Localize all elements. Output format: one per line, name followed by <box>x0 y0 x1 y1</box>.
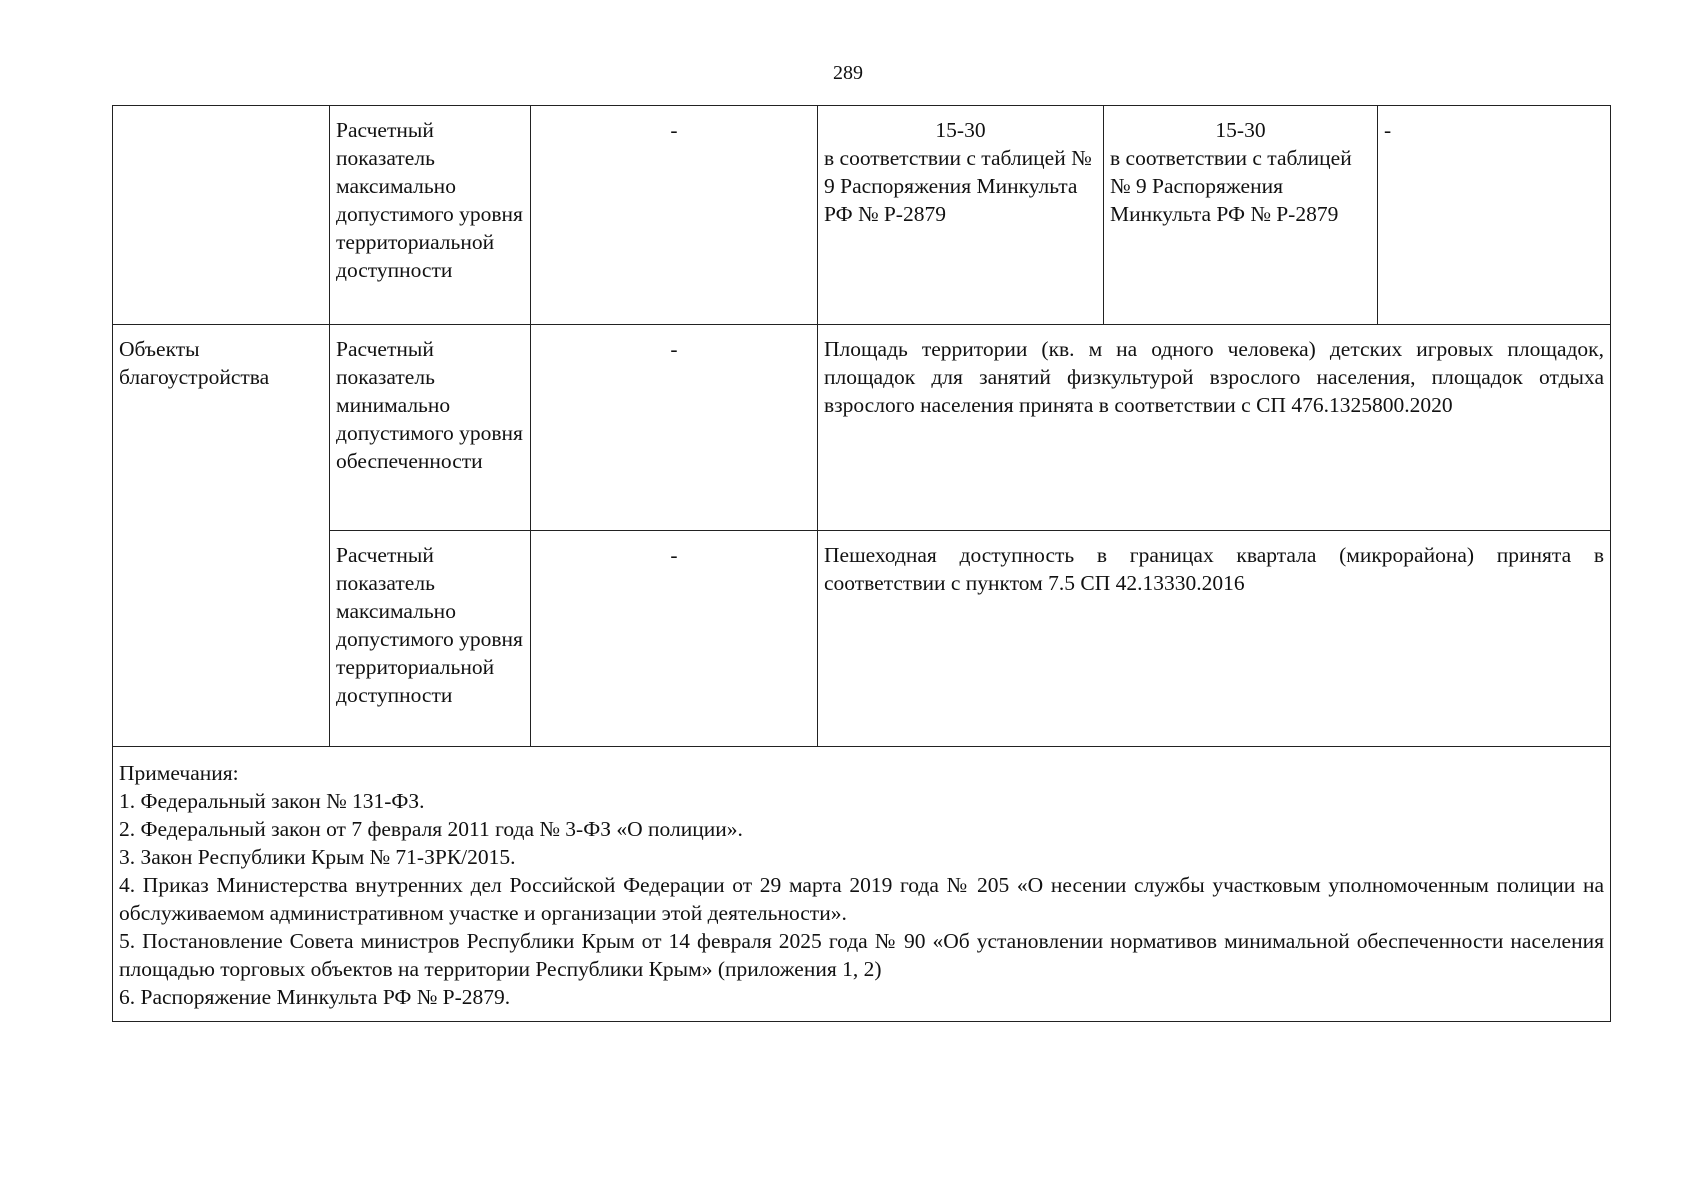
notes-row <box>113 747 1611 1022</box>
note-item: 2. Федеральный закон от 7 февраля 2011 года № 3-ФЗ «О полиции». <box>119 817 743 841</box>
object-cell <box>113 106 330 325</box>
indicator-cell: Расчетный показатель минимально допустимого уровня обеспеченности <box>330 325 531 531</box>
note-item: 6. Распоряжение Минкульта РФ № Р-2879. <box>119 985 511 1009</box>
value-number: 15-30 <box>1215 118 1266 142</box>
dash-cell: - <box>531 531 818 747</box>
object-cell: Объекты благоустройства <box>113 325 330 747</box>
value-cell: Площадь территории (кв. м на одного человека) детских игровых площадок, площадок для занятий физкультурой взрослого населения, площадок отдыха взрослого населения принята в соответствии с СП 476.1325800.2020 <box>818 325 1611 531</box>
indicator-cell: Расчетный показатель максимально допустимого уровня территориальной доступности <box>330 106 531 325</box>
note-item: 4. Приказ Министерства внутренних дел Российской Федерации от 29 марта 2019 года № 205 «О несении службы участковым уполномоченным полиции на обслуживаемом административном участке и организации этой деятельности». <box>119 873 1604 925</box>
value-cell <box>1104 106 1378 325</box>
value-number: 15-30 <box>935 118 986 142</box>
note-item: 3. Закон Республики Крым № 71-ЗРК/2015. <box>119 845 516 869</box>
standards-table <box>112 105 1611 1022</box>
table-row <box>113 325 1611 531</box>
page-number: 289 <box>833 62 863 84</box>
note-item: 1. Федеральный закон № 131-ФЗ. <box>119 789 425 813</box>
table-row <box>113 531 1611 747</box>
value-text: в соответствии с таблицей № 9 Распоряжения Минкульта РФ № Р-2879 <box>824 146 1092 226</box>
table-row <box>113 106 1611 325</box>
notes-cell <box>113 747 1611 1022</box>
dash-cell: - <box>1378 106 1611 325</box>
value-cell: Пешеходная доступность в границах квартала (микрорайона) принята в соответствии с пунктом 7.5 СП 42.13330.2016 <box>818 531 1611 747</box>
value-cell <box>818 106 1104 325</box>
dash-cell: - <box>531 325 818 531</box>
value-text: в соответствии с таблицей № 9 Распоряжения Минкульта РФ № Р-2879 <box>1110 146 1352 226</box>
notes-title: Примечания: <box>119 761 239 785</box>
dash-cell: - <box>531 106 818 325</box>
note-item: 5. Постановление Совета министров Республики Крым от 14 февраля 2025 года № 90 «Об установлении нормативов минимальной обеспеченности населения площадью торговых объектов на территории Республики Крым» (приложения 1, 2) <box>119 929 1604 981</box>
indicator-cell: Расчетный показатель максимально допустимого уровня территориальной доступности <box>330 531 531 747</box>
